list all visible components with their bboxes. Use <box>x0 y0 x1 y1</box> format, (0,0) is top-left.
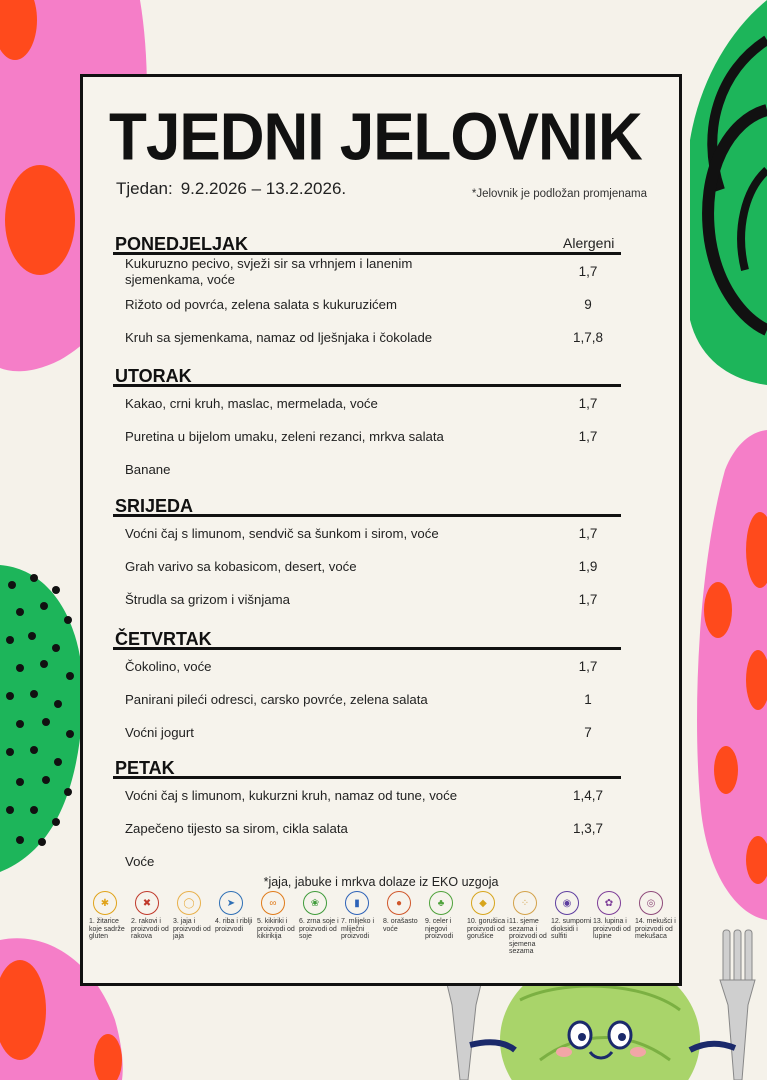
legend-item <box>215 891 257 933</box>
legend-item <box>299 891 341 941</box>
meal-row <box>113 321 621 354</box>
meal-text: Voćni čaj s limunom, kukurzni kruh, namaz od tune, voće <box>125 788 458 803</box>
meal-allergens: 1,7 <box>578 592 598 607</box>
day-section <box>113 628 621 749</box>
meal-allergens: 1,7 <box>578 396 598 411</box>
nut-icon: ● <box>387 891 411 915</box>
allergen-legend <box>89 891 679 971</box>
week-range <box>116 179 346 199</box>
fish-icon: ➤ <box>219 891 243 915</box>
day-title: PETAK <box>113 757 621 779</box>
legend-item <box>89 891 131 941</box>
legend-label: 8. orašasto voće <box>383 918 418 933</box>
legend-item <box>173 891 215 941</box>
meal-allergens: 7 <box>584 725 592 740</box>
meal-row <box>113 288 621 321</box>
meal-row <box>113 650 621 683</box>
legend-label: 13. lupina i proizvodi od lupine <box>593 918 631 941</box>
meal-allergens: 1,7,8 <box>572 330 604 345</box>
legend-item <box>509 891 551 956</box>
meal-allergens: 9 <box>584 297 592 312</box>
meal-row <box>113 683 621 716</box>
week-label: Tjedan: <box>116 179 173 198</box>
meal-allergens: 1 <box>584 692 592 707</box>
meal-allergens: 1,7 <box>578 526 598 541</box>
meal-text: Puretina u bijelom umaku, zeleni rezanci, mrkva salata <box>125 429 444 444</box>
meal-row <box>113 255 621 288</box>
meal-text: Grah varivo sa kobasicom, desert, voće <box>125 559 357 574</box>
legend-label: 11. sjeme sezama i proizvodi od sjemena sezama <box>509 918 547 956</box>
meal-row <box>113 845 621 878</box>
soy-icon: ❀ <box>303 891 327 915</box>
meal-text: Zapečeno tijesto sa sirom, cikla salata <box>125 821 348 836</box>
meal-text: Kruh sa sjemenkama, namaz od lješnjaka i čokolade <box>125 330 433 345</box>
meal-text: Panirani pileći odresci, carsko povrće, zelena salata <box>125 692 428 707</box>
meal-text: Rižoto od povrća, zelena salata s kukuruzićem <box>125 297 397 312</box>
meal-allergens: 1,4,7 <box>572 788 604 803</box>
legend-item <box>425 891 467 941</box>
day-section <box>113 757 621 878</box>
meal-row <box>113 716 621 749</box>
day-title: UTORAK <box>113 365 621 387</box>
meal-row <box>113 517 621 550</box>
legend-item <box>593 891 635 941</box>
meal-row <box>113 550 621 583</box>
egg-icon: ◯ <box>177 891 201 915</box>
meal-text: Čokolino, voće <box>125 659 212 674</box>
meal-allergens: 1,3,7 <box>572 821 604 836</box>
legend-label: 6. zrna soje i proizvodi od soje <box>299 918 339 941</box>
mustard-icon: ◆ <box>471 891 495 915</box>
legend-item <box>635 891 677 941</box>
legend-item <box>257 891 299 941</box>
meal-text: Voće <box>125 854 155 869</box>
meal-text: Banane <box>125 462 171 477</box>
sulfite-icon: ◉ <box>555 891 579 915</box>
meal-row <box>113 812 621 845</box>
legend-item <box>131 891 173 941</box>
legend-label: 1. žitarice koje sadrže gluten <box>89 918 125 941</box>
meal-allergens: 1,9 <box>578 559 598 574</box>
crab-icon: ✖ <box>135 891 159 915</box>
eko-footnote: *jaja, jabuke i mrkva dolaze iz EKO uzgoja <box>263 875 499 889</box>
legend-item <box>383 891 425 933</box>
mollusc-icon: ◎ <box>639 891 663 915</box>
legend-label: 10. gorušica i proizvodi od gorušice <box>467 918 509 941</box>
legend-item <box>341 891 383 941</box>
meal-allergens: 1,7 <box>578 659 598 674</box>
meal-row <box>113 583 621 616</box>
wheat-icon: ✱ <box>93 891 117 915</box>
meal-text: Voćni jogurt <box>125 725 194 740</box>
meal-text: Voćni čaj s limunom, sendvič sa šunkom i sirom, voće <box>125 526 439 541</box>
lupin-icon: ✿ <box>597 891 621 915</box>
menu-change-note: *Jelovnik je podložan promjenama <box>471 188 647 200</box>
day-title: ČETVRTAK <box>113 628 621 650</box>
meal-text: Kakao, crni kruh, maslac, mermelada, voće <box>125 396 378 411</box>
legend-label: 7. mlijeko i mliječni proizvodi <box>341 918 375 941</box>
meal-allergens: 1,7 <box>578 429 598 444</box>
legend-label: 4. riba i riblji proizvodi <box>215 918 253 933</box>
day-title: PONEDJELJAK <box>113 233 621 255</box>
legend-item <box>551 891 593 941</box>
legend-label: 2. rakovi i proizvodi od rakova <box>131 918 169 941</box>
week-dates: 9.2.2026 – 13.2.2026. <box>180 179 347 198</box>
meal-allergens: 1,7 <box>578 264 598 279</box>
meal-row <box>113 779 621 812</box>
legend-label: 14. mekušci i proizvodi od mekušaca <box>635 918 676 941</box>
day-section <box>113 495 621 616</box>
legend-label: 5. kikiriki i proizvodi od kikirikija <box>257 918 295 941</box>
menu-card <box>80 74 682 986</box>
sesame-icon: ⁘ <box>513 891 537 915</box>
legend-label: 3. jaja i proizvodi od jaja <box>173 918 211 941</box>
meal-row <box>113 453 621 486</box>
meal-text: Štrudla sa grizom i višnjama <box>125 592 290 607</box>
legend-label: 9. celer i njegovi proizvodi <box>425 918 454 941</box>
meal-row <box>113 387 621 420</box>
celery-icon: ♣ <box>429 891 453 915</box>
legend-label: 12. sumporni dioksidi i sulfiti <box>551 918 592 941</box>
page-title: TJEDNI JELOVNIK <box>109 100 642 175</box>
allergen-column-header: Alergeni <box>563 235 615 251</box>
peanut-icon: ∞ <box>261 891 285 915</box>
meal-text: Kukuruzno pecivo, svježi sir sa vrhnjem i lanenim sjemenkama, voće <box>125 256 413 287</box>
day-section <box>113 365 621 486</box>
day-section <box>113 233 621 354</box>
day-title: SRIJEDA <box>113 495 621 517</box>
meal-row <box>113 420 621 453</box>
milk-icon: ▮ <box>345 891 369 915</box>
legend-item <box>467 891 509 941</box>
